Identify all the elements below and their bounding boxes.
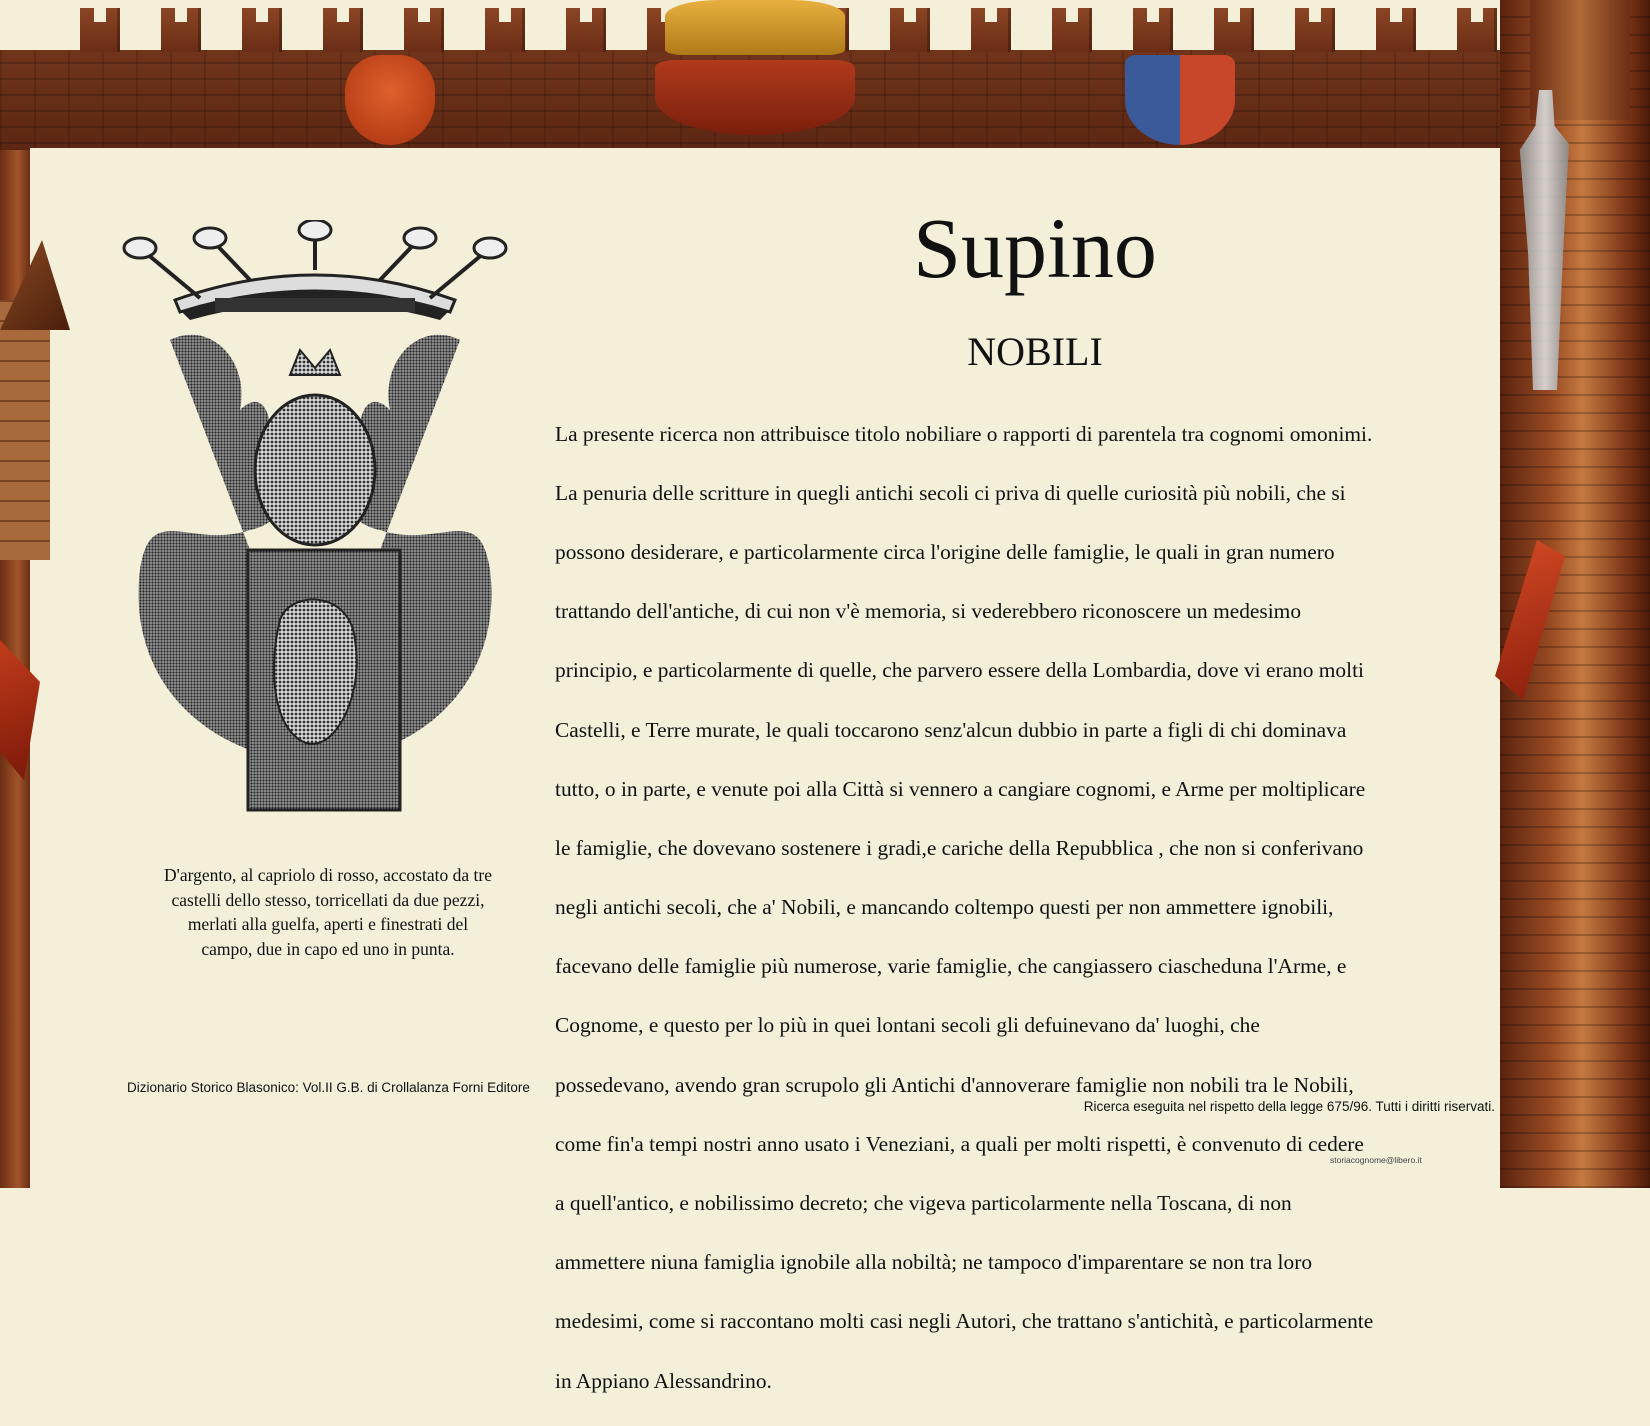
merlon [323, 8, 363, 52]
merlon [485, 8, 525, 52]
blazon-line: D'argento, al capriolo di rosso, accostato da tre [164, 865, 492, 885]
merlon [404, 8, 444, 52]
body-line: Cognome, e questo per lo più in quei lontani secoli gli defuinevano da' luoghi, che [555, 1013, 1260, 1038]
body-line: le famiglie, che dovevano sostenere i gradi,e cariche della Repubblica , che non si conferivano [555, 835, 1364, 860]
body-line: in Appiano Alessandrino. [555, 1368, 772, 1393]
rights-notice: Ricerca eseguita nel rispetto della legge 675/96. Tutti i diritti riservati. [1083, 1099, 1495, 1114]
body-line: medesimi, come si raccontano molti casi negli Autori, che trattano s'antichità, e particolarmente [555, 1309, 1374, 1334]
merlon [1376, 8, 1416, 52]
merlon [161, 8, 201, 52]
merlon [1133, 8, 1173, 52]
merlon [890, 8, 930, 52]
research-body-text [555, 390, 1505, 1426]
merlon [971, 8, 1011, 52]
center-cartouche-icon [655, 60, 855, 135]
merlon [1295, 8, 1335, 52]
blazon-line: campo, due in capo ed uno in punta. [201, 938, 455, 959]
surname-title: Supino [913, 200, 1157, 296]
body-line: come fin'a tempi nostri anno usato i Veneziani, a quali per molti rispetti, è convenuto di cedere [555, 1131, 1364, 1156]
body-line: tutto, o in parte, e venute poi alla Città si vennero a cangiare cognomi, e Arme per moltiplicare [555, 776, 1366, 801]
merlon [1052, 8, 1092, 52]
coronet-icon [120, 220, 510, 330]
rank-subtitle: NOBILI [967, 329, 1103, 374]
body-line: principio, e particolarmente di quelle, che parvero essere della Lombardia, dove vi erano molti [555, 658, 1364, 683]
body-line: Castelli, e Terre murate, le quali toccarono senz'alcun dubbio in parte a figli di chi dominava [555, 717, 1347, 742]
body-line: negli antichi secoli, che a' Nobili, e mancando coltempo questi per non ammettere ignobili, [555, 895, 1334, 920]
blazon-line: merlati alla guelfa, aperti e finestrati del [187, 914, 469, 934]
contact-email[interactable]: storiacognome@libero.it [1330, 1155, 1422, 1165]
merlon [242, 8, 282, 52]
merlon [80, 8, 120, 52]
blazon-caption [118, 863, 538, 961]
body-line: ammettere niuna famiglia ignobile alla nobiltà; ne tampoco d'imparentare se non tra loro [555, 1250, 1313, 1275]
body-line: La presente ricerca non attribuisce titolo nobiliare o rapporti di parentela tra cognomi omonimi. [555, 421, 1373, 446]
left-ribbon [0, 640, 40, 780]
coat-of-arms-icon [130, 320, 500, 840]
merlon [1457, 8, 1497, 52]
parchment-edge [30, 148, 1520, 188]
body-line: trattando dell'antiche, di cui non v'è memoria, si vederebbero riconoscere un medesimo [555, 599, 1302, 624]
body-line: facevano delle famiglie più numerose, varie famiglie, che cangiassero ciascheduna l'Arme, e [555, 954, 1347, 979]
source-citation: Dizionario Storico Blasonico: Vol.II G.B. di Crollalanza Forni Editore [127, 1080, 530, 1095]
body-line: possono desiderare, e particolarmente circa l'origine delle famiglie, le quali in gran numero [555, 539, 1335, 564]
merlon [1214, 8, 1254, 52]
left-heraldic-shield-icon [345, 55, 435, 145]
right-heraldic-shield-icon [1125, 55, 1235, 145]
merlon [566, 8, 606, 52]
coat-of-arms [120, 220, 510, 860]
body-line: possedevano, avendo gran scrupolo gli Antichi d'annoverare famiglie non nobili tra le Nobili, [555, 1072, 1354, 1097]
center-crown-icon [665, 0, 845, 55]
left-tower-body [0, 300, 50, 560]
blazon-line: castelli dello stesso, torricellati da due pezzi, [171, 889, 485, 910]
body-line: La penuria delle scritture in quegli antichi secoli ci priva di quelle curiosità più nobili, che si [555, 480, 1346, 505]
body-line: a quell'antico, e nobilissimo decreto; che vigeva particolarmente nella Toscana, di non [555, 1191, 1292, 1216]
